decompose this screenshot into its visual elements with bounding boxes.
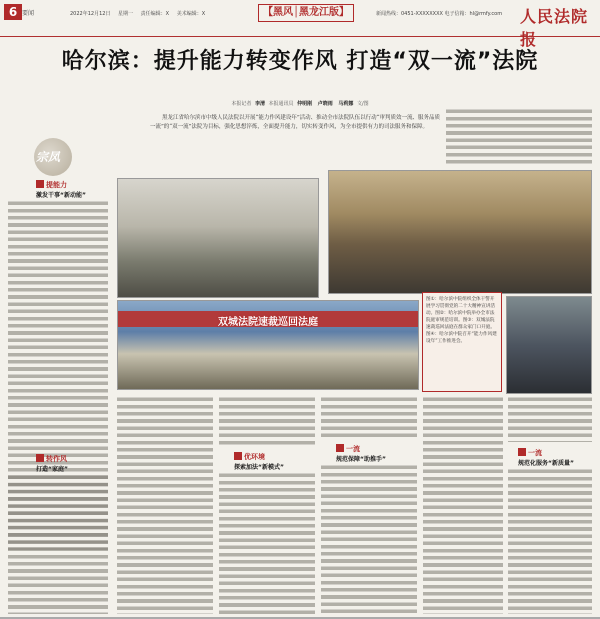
subhead-2-red: 转作风 bbox=[46, 455, 67, 463]
photo-4 bbox=[506, 296, 592, 394]
header-editor: 责任编辑：X bbox=[140, 11, 170, 17]
photo-1 bbox=[117, 178, 319, 298]
photo-2 bbox=[328, 170, 592, 294]
header-contact bbox=[376, 10, 502, 17]
article-intro: 黑龙江省哈尔滨市中级人民法院以开展“能力作风建设年”活动、推动全市法院队伍以行动“审判质效一流、服务品质一流”的“双一流”法院为目标，强化思想淬炼，全面提升能力，切实转变作风，为全市提供有力的司法服务和保障。 bbox=[150, 115, 440, 130]
subhead-3-black: 探索加法“新模式” bbox=[234, 464, 284, 471]
byline-name-2: 仲明刚 bbox=[297, 101, 313, 107]
subhead-4 bbox=[336, 444, 386, 463]
photo-3 bbox=[117, 300, 419, 390]
header-weekday: 星期一 bbox=[118, 11, 134, 17]
text-column-top-right bbox=[446, 108, 592, 166]
text-column-6a bbox=[508, 396, 592, 442]
subhead-3-red: 优环境 bbox=[244, 453, 265, 461]
subhead-marker-icon bbox=[336, 444, 344, 452]
byline-role-1: 本报记者 bbox=[231, 101, 252, 107]
page-number: 6 bbox=[4, 4, 22, 20]
header-art-editor: 美术编辑：X bbox=[176, 11, 206, 17]
text-column-3a bbox=[219, 396, 315, 446]
masthead-logo: 人民法院报 bbox=[520, 7, 589, 49]
text-column-5 bbox=[423, 396, 503, 614]
header-hotline: 新闻热线：0451-XXXXXXXX bbox=[376, 11, 443, 17]
subhead-3 bbox=[234, 452, 284, 471]
subhead-5 bbox=[518, 448, 574, 467]
byline-credit: 文/图 bbox=[356, 101, 369, 107]
column-logo-text: 宗凤 bbox=[36, 150, 61, 164]
photo-banner-text: 双城法院速裁巡回法庭 bbox=[218, 317, 318, 328]
subhead-4-red: 一流 bbox=[346, 445, 360, 453]
header-email: 电子信箱：hl@rmfy.com bbox=[444, 11, 503, 17]
header-date: 2022年12月12日 bbox=[70, 11, 111, 17]
subhead-1-black: 激发干事“新动能” bbox=[36, 192, 86, 199]
header-meta bbox=[70, 10, 211, 17]
text-column-3b bbox=[219, 472, 315, 614]
page-section-label: 要闻 bbox=[22, 10, 35, 17]
subhead-marker-icon bbox=[234, 452, 242, 460]
edition-tag: 【黑风│黑龙江版】 bbox=[258, 4, 354, 22]
page-header bbox=[0, 0, 600, 49]
byline-name-4: 马莉娜 bbox=[338, 101, 354, 107]
subhead-5-red: 一流 bbox=[528, 449, 542, 457]
text-column-1b bbox=[8, 474, 108, 614]
byline-role-2: 本报通讯员 bbox=[268, 101, 294, 107]
subhead-2-black: 打造“家庭” bbox=[36, 466, 68, 473]
text-column-6b bbox=[508, 468, 592, 614]
text-column-2 bbox=[117, 396, 213, 614]
subhead-2 bbox=[36, 454, 68, 473]
subhead-marker-icon bbox=[518, 448, 526, 456]
article-byline bbox=[150, 100, 450, 107]
article-title: 哈尔滨：提升能力转变作风 打造“双一流”法院 bbox=[61, 49, 539, 74]
subhead-1 bbox=[36, 180, 86, 199]
subhead-marker-icon bbox=[36, 180, 44, 188]
subhead-marker-icon bbox=[36, 454, 44, 462]
byline-name-1: 李清 bbox=[254, 101, 265, 107]
text-column-4b bbox=[321, 464, 417, 614]
subhead-4-black: 规范保障“助推手” bbox=[336, 456, 386, 463]
photo-caption: 图①：哈尔滨中院组织全体干警开展学习贯彻党的二十大精神宣讲活动。图②：哈尔滨中院举办全市法院庭审规范培训。图③：双城法院速裁巡回法庭在群众家门口开庭。图④：哈尔滨中院召开“能力作风建设年”工作推进会。 bbox=[422, 292, 502, 392]
subhead-5-black: 规范化服务“新质量” bbox=[518, 460, 574, 467]
subhead-1-red: 提能力 bbox=[46, 181, 67, 189]
text-column-4a bbox=[321, 396, 417, 440]
byline-name-3: 卢晓雨 bbox=[317, 101, 333, 107]
